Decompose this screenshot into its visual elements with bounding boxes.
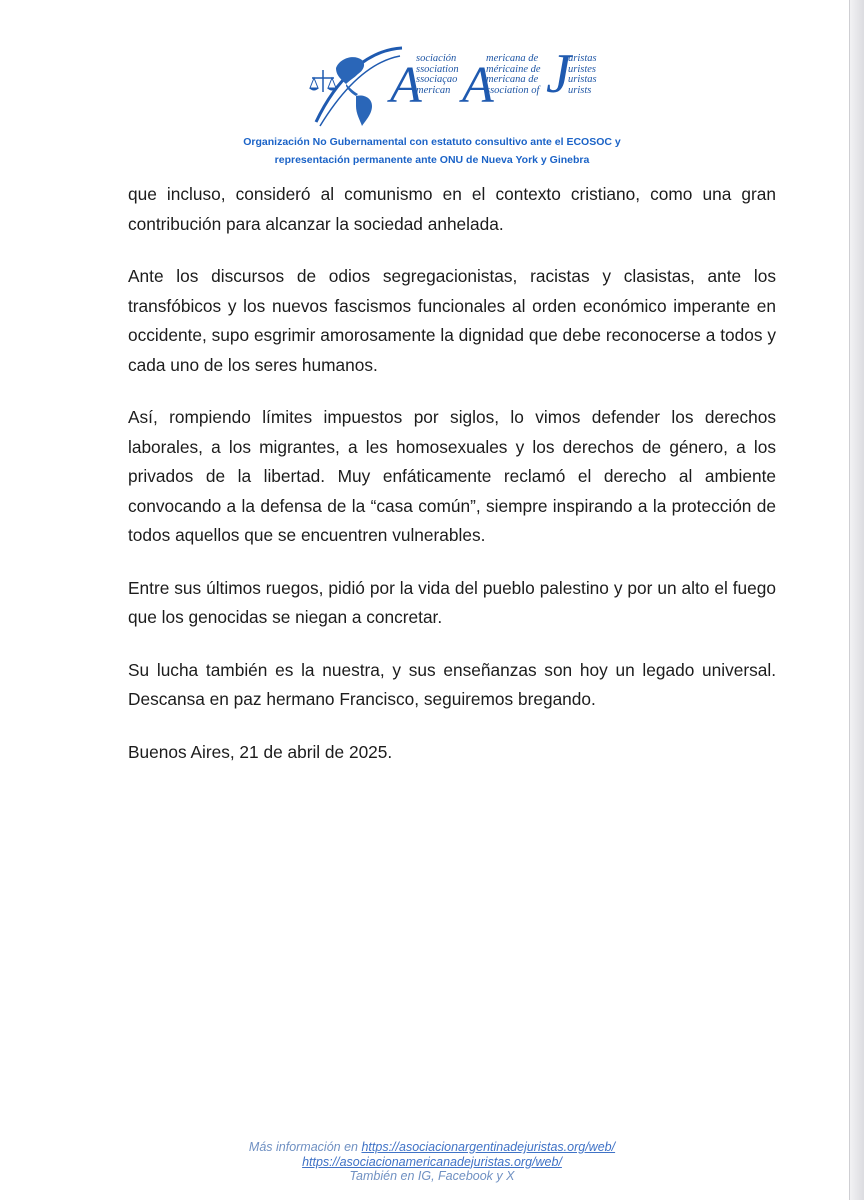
date-line: Buenos Aires, 21 de abril de 2025. <box>128 741 393 762</box>
logo-column-3 <box>568 54 597 96</box>
logo-text: uristas <box>568 53 597 64</box>
footer-line-1 <box>0 1140 864 1155</box>
document-body <box>128 180 776 790</box>
page-edge <box>849 0 864 1200</box>
logo-text: mericana de <box>486 74 539 85</box>
paragraph: que incluso, consideró al comunismo en el contexto cristiano, como una gran contribución para alcanzar la sociedad anhelada. <box>128 184 776 234</box>
paragraph: Su lucha también es la nuestra, y sus enseñanzas son hoy un legado universal. Descansa en paz hermano Francisco, seguiremos bregando. <box>128 659 776 709</box>
logo-text: merican <box>416 84 451 96</box>
logo-column-2 <box>486 54 541 96</box>
social-networks-text: También en IG, Facebook y X <box>349 1169 515 1183</box>
footer <box>0 1140 864 1184</box>
paragraph: Entre sus últimos ruegos, pidió por la vida del pueblo palestino y por un alto el fuego que los genocidas se niegan a concretar. <box>128 577 776 627</box>
paragraph: Así, rompiendo límites impuestos por siglos, lo vimos defender los derechos laborales, a los migrantes, a les homosexuales y los derechos de género, a los privados de la libertad. Muy enfáticamente reclamó el derecho al ambiente convocando a la defensa de la “casa común”, siempre inspirando a la protección de todos aquellos que se encuentren vulnerables. <box>128 407 776 545</box>
logo-text: uristes <box>568 63 597 75</box>
logo-text: ssociation of <box>486 84 540 96</box>
association-logo <box>306 40 626 128</box>
org-status-line-1: Organización No Gubernamental con estatuto consultivo ante el ECOSOC y <box>243 136 621 148</box>
more-info-label: Más información en <box>248 1140 358 1154</box>
logo-column-1 <box>416 54 459 96</box>
footer-line-2 <box>0 1155 864 1170</box>
americana-site-link[interactable]: https://asociacionamericanadejuristas.org/web/ <box>302 1154 562 1169</box>
paragraph: Ante los discursos de odios segregacionistas, racistas y clasistas, ante los transfóbicos y los nuevos fascismos funcionales al orden económico imperante en occidente, supo esgrimir amorosamente la dignidad que debe reconocerse a todos y cada uno de los seres humanos. <box>128 266 776 375</box>
argentina-site-link[interactable]: https://asociacionargentinadejuristas.org/web/ <box>361 1140 616 1154</box>
org-status-line-2: representación permanente ante ONU de Nueva York y Ginebra <box>274 154 590 166</box>
logo-text: mericana de <box>486 53 539 64</box>
logo-text: uristas <box>568 74 597 85</box>
logo-text: urists <box>568 84 592 96</box>
logo-letter-a2: A <box>462 57 494 114</box>
logo-text: méricaine de <box>486 63 541 75</box>
logo-letter-a1: A <box>390 57 422 114</box>
logo-text: sociación <box>416 53 457 64</box>
logo-letter-j: J <box>546 43 571 105</box>
logo-text: ssociation <box>416 63 459 75</box>
logo-text: ssociaçao <box>416 74 458 85</box>
